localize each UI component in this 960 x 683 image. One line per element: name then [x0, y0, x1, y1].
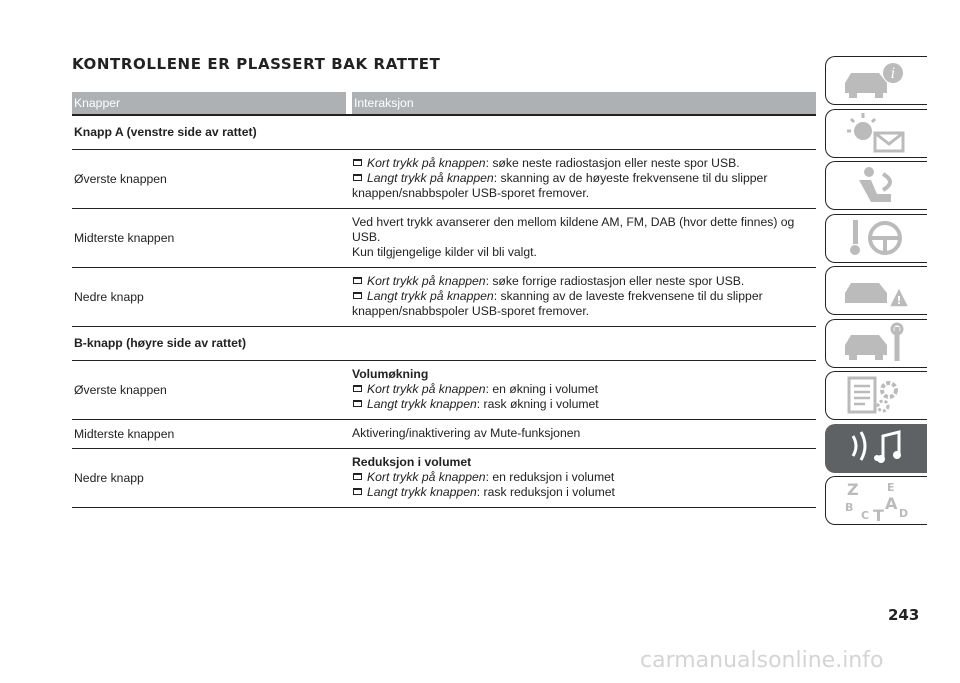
svg-text:i: i [890, 65, 895, 82]
alphabetical-index-icon [837, 479, 917, 523]
press-action: : søke forrige radiostasjon eller neste spor USB. [485, 274, 745, 288]
tab-multimedia[interactable] [825, 424, 927, 473]
interaction-text: Ved hvert trykk avanserer den mellom kildene AM, FM, DAB (hvor dette finnes) og USB. [352, 215, 795, 244]
table-row [72, 361, 816, 420]
interaction-cell [352, 274, 816, 319]
press-type: Kort trykk på knappen [367, 382, 486, 396]
bullet-icon [353, 174, 362, 181]
button-name: Øverste knappen [74, 171, 167, 186]
interaction-cell [352, 455, 816, 500]
car-maintenance-icon [837, 321, 917, 365]
interaction-text: Aktivering/inaktivering av Mute-funksjonen [352, 426, 581, 440]
press-type: Kort trykk på knappen [367, 156, 486, 170]
page-number: 243 [888, 606, 920, 624]
table-header [72, 92, 816, 116]
header-interaction: Interaksjon [352, 92, 816, 114]
chapter-tabs [825, 56, 929, 529]
table-row [72, 209, 816, 268]
press-action: : skanning av de laveste frekvensene til du slipper [493, 289, 763, 303]
tab-car-info[interactable] [825, 56, 927, 105]
table-row [72, 420, 816, 449]
key-steering-wheel-icon [837, 216, 917, 260]
bullet-icon [353, 292, 362, 299]
svg-text:Z: Z [846, 479, 859, 499]
tab-starting-driving[interactable] [825, 214, 927, 263]
button-name: Nedre knapp [74, 289, 144, 304]
car-emergency-icon [837, 269, 917, 313]
tab-index[interactable] [825, 476, 927, 525]
press-action: : rask reduksjon i volumet [476, 485, 615, 499]
press-type: Langt trykk på knappen [367, 289, 494, 303]
press-type: Kort trykk på knappen [367, 470, 486, 484]
tab-maintenance[interactable] [825, 319, 927, 368]
press-action: : skanning av de høyeste frekvensene til du slipper [493, 171, 768, 185]
table-row [72, 449, 816, 508]
interaction-heading: Volumøkning [352, 367, 429, 381]
button-name: Midterste knappen [74, 426, 175, 441]
table-row [72, 268, 816, 327]
section-title: KONTROLLENE ER PLASSERT BAK RATTET [72, 55, 441, 73]
svg-text:!: ! [895, 293, 902, 307]
interaction-cell [352, 367, 816, 412]
interaction-heading: Reduksjon i volumet [352, 455, 472, 469]
button-name: Midterste knappen [74, 230, 175, 245]
button-name: Øverste knappen [74, 382, 167, 397]
technical-data-icon [837, 374, 917, 418]
press-type: Langt trykk knappen [367, 485, 477, 499]
controls-table [72, 92, 816, 508]
group-a-title: Knapp A (venstre side av rattet) [72, 116, 816, 150]
car-info-icon [837, 59, 917, 103]
tab-safety[interactable] [825, 161, 927, 210]
group-b-title: B-knapp (høyre side av rattet) [72, 327, 816, 361]
bullet-icon [353, 488, 362, 495]
tab-emergency[interactable] [825, 266, 927, 315]
warning-lights-message-icon [837, 111, 917, 155]
svg-text:E: E [886, 480, 895, 494]
table-row [72, 150, 816, 209]
multimedia-icon [837, 426, 917, 470]
bullet-icon [353, 473, 362, 480]
interaction-cell [352, 426, 816, 441]
svg-text:D: D [898, 506, 908, 520]
bullet-icon [353, 400, 362, 407]
press-type: Langt trykk knappen [367, 397, 477, 411]
svg-text:A: A [884, 493, 897, 513]
bullet-icon [353, 385, 362, 392]
press-action: : søke neste radiostasjon eller neste spor USB. [485, 156, 740, 170]
seat-airbag-icon [837, 164, 917, 208]
interaction-text: Kun tilgjengelige kilder vil bli valgt. [352, 245, 537, 259]
bullet-icon [353, 159, 362, 166]
svg-text:T: T [872, 505, 884, 523]
tab-technical-data[interactable] [825, 371, 927, 420]
button-name: Nedre knapp [74, 470, 144, 485]
svg-text:B: B [844, 500, 853, 514]
press-action: : en reduksjon i volumet [485, 470, 615, 484]
interaction-cell [352, 215, 816, 260]
press-type: Langt trykk på knappen [367, 171, 494, 185]
press-type: Kort trykk på knappen [367, 274, 486, 288]
interaction-cell [352, 156, 816, 201]
press-action: : en økning i volumet [485, 382, 599, 396]
tab-warning-lights[interactable] [825, 109, 927, 158]
bullet-icon [353, 277, 362, 284]
header-buttons: Knapper [72, 92, 346, 114]
continuation-text: knappen/snabbspoler USB-sporet fremover. [352, 304, 590, 318]
svg-text:C: C [860, 508, 869, 522]
continuation-text: knappen/snabbspoler USB-sporet fremover. [352, 186, 590, 200]
watermark: carmanualsonline.info [640, 648, 884, 673]
press-action: : rask økning i volumet [476, 397, 599, 411]
